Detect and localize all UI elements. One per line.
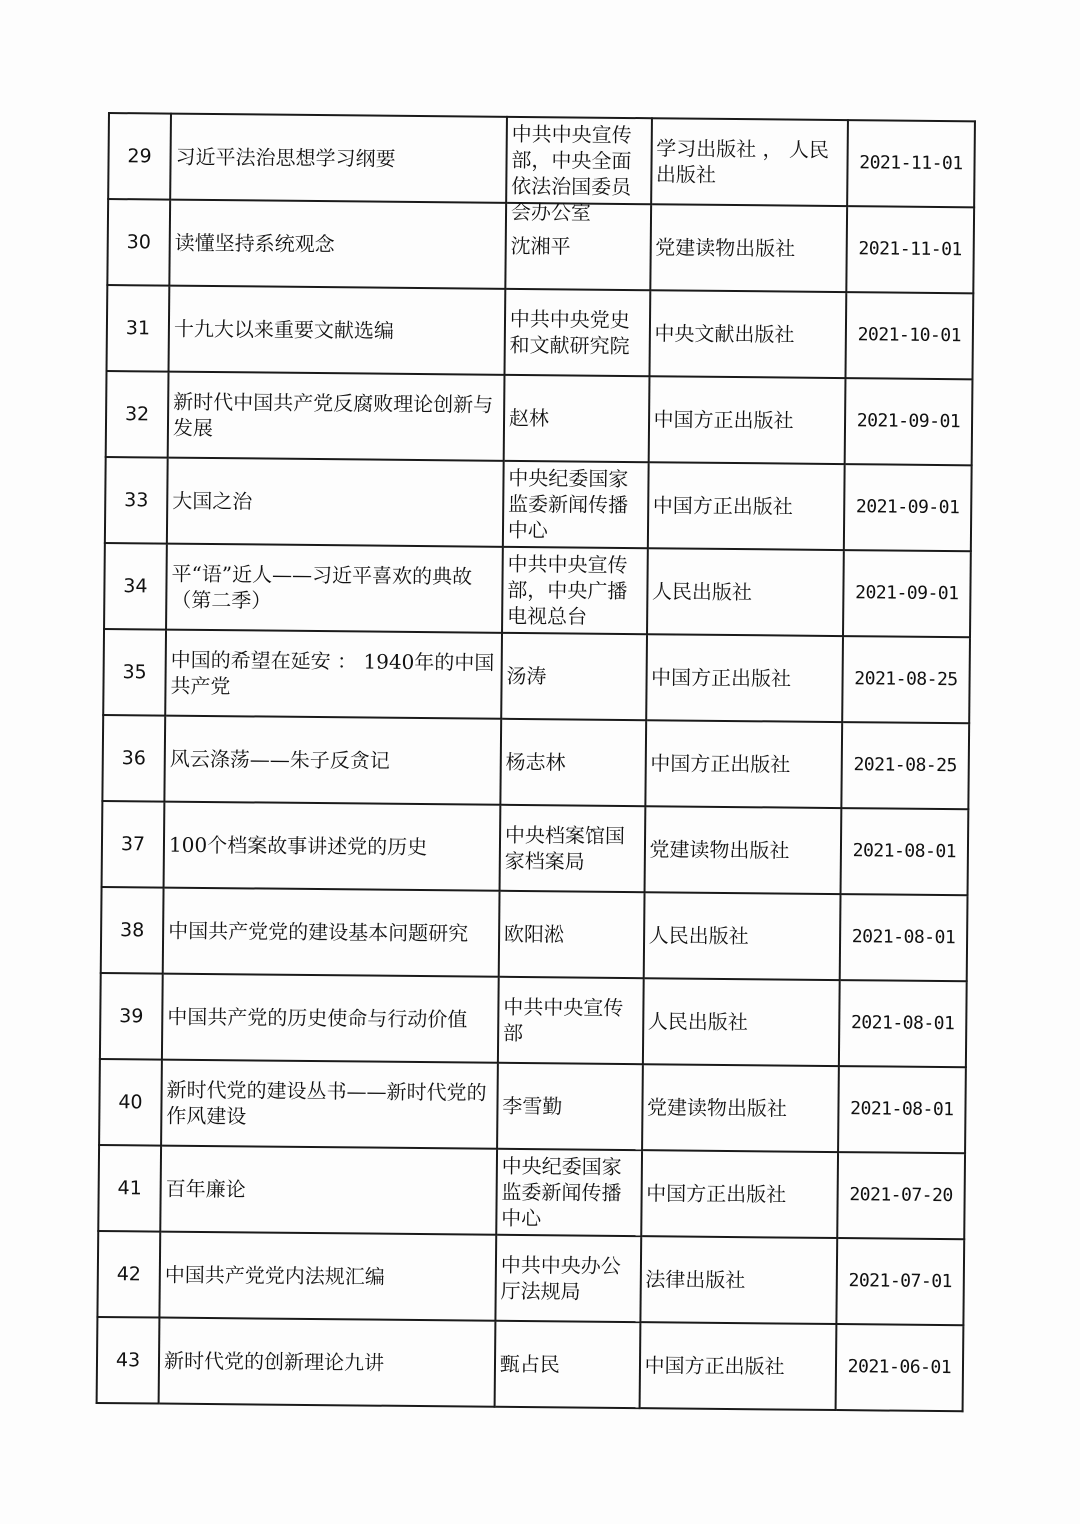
book-title: 100个档案故事讲述党的历史 <box>164 802 501 891</box>
publish-date: 2021-10-01 <box>845 292 973 379</box>
book-title: 习近平法治思想学习纲要 <box>170 114 507 203</box>
publish-date: 2021-08-01 <box>840 894 968 981</box>
book-publisher: 中央文献出版社 <box>649 290 846 378</box>
table-row <box>99 1059 966 1153</box>
table-row <box>102 715 969 809</box>
publish-date: 2021-09-01 <box>843 550 971 637</box>
book-publisher: 中国方正出版社 <box>647 462 844 550</box>
book-title: 平“语”近人——习近平喜欢的典故（第二季） <box>166 544 503 633</box>
publish-date: 2021-08-25 <box>842 636 970 723</box>
book-author: 李雪勤 <box>497 1063 642 1150</box>
table-row <box>103 629 970 723</box>
book-author: 中央档案馆国家档案局 <box>499 805 644 892</box>
book-title: 中国共产党的历史使命与行动价值 <box>162 974 499 1063</box>
row-number: 31 <box>107 285 170 372</box>
book-publisher: 学习出版社 ， 人民出版社 <box>651 118 848 206</box>
book-publisher: 人民出版社 <box>643 892 840 980</box>
book-publisher: 中国方正出版社 <box>641 1150 838 1238</box>
book-author: 中央纪委国家监委新闻传播中心 <box>496 1149 641 1236</box>
book-list-table <box>96 112 976 1412</box>
table-row <box>106 371 973 465</box>
table-row <box>107 285 974 379</box>
book-author: 赵林 <box>504 375 649 462</box>
book-publisher: 人民出版社 <box>647 548 844 636</box>
publish-date: 2021-08-25 <box>841 722 969 809</box>
row-number: 43 <box>97 1317 160 1404</box>
book-author: 中央纪委国家监委新闻传播中心 <box>503 461 648 548</box>
table-row <box>100 973 967 1067</box>
book-author: 杨志林 <box>500 719 645 806</box>
book-author: 中共中央宣传部，中央广播电视总台 <box>502 547 647 634</box>
row-number: 30 <box>107 199 170 286</box>
book-publisher: 党建读物出版社 <box>650 204 847 292</box>
book-author: 中共中央党史和文献研究院 <box>504 289 649 376</box>
table-row <box>102 801 969 895</box>
book-publisher: 党建读物出版社 <box>642 1064 839 1152</box>
book-publisher: 中国方正出版社 <box>646 634 843 722</box>
publish-date: 2021-09-01 <box>845 378 973 465</box>
row-number: 41 <box>98 1145 161 1232</box>
book-title: 风云涤荡——朱子反贪记 <box>164 716 501 805</box>
book-title: 大国之治 <box>167 458 504 547</box>
table-row <box>97 1317 964 1411</box>
book-author: 中共中央宣传部，中央全面依法治国委员会办公室 <box>506 117 651 204</box>
book-title: 中国共产党党内法规汇编 <box>159 1232 496 1321</box>
book-title: 新时代党的创新理论九讲 <box>159 1318 496 1407</box>
publish-date: 2021-11-01 <box>846 206 974 293</box>
publish-date: 2021-08-01 <box>840 808 968 895</box>
row-number: 38 <box>101 887 164 974</box>
table-row <box>108 113 975 207</box>
table-row <box>98 1145 965 1239</box>
row-number: 34 <box>104 543 167 630</box>
book-author: 欧阳淞 <box>499 891 644 978</box>
book-title: 百年廉论 <box>160 1146 497 1235</box>
row-number: 29 <box>108 113 171 200</box>
book-author: 汤涛 <box>501 633 646 720</box>
book-author: 甄占民 <box>494 1321 639 1408</box>
book-title: 读懂坚持系统观念 <box>169 200 506 289</box>
book-title: 新时代中国共产党反腐败理论创新与发展 <box>168 372 505 461</box>
book-title: 新时代党的建设丛书——新时代党的作风建设 <box>161 1060 498 1149</box>
book-author: 中共中央办公厅法规局 <box>495 1235 640 1322</box>
row-number: 36 <box>102 715 165 802</box>
row-number: 42 <box>97 1231 160 1318</box>
publish-date: 2021-06-01 <box>835 1324 963 1411</box>
book-author: 中共中央宣传部 <box>498 977 643 1064</box>
book-title: 十九大以来重要文献选编 <box>169 286 506 375</box>
book-publisher: 党建读物出版社 <box>644 806 841 894</box>
table-row <box>104 543 971 637</box>
publish-date: 2021-09-01 <box>844 464 972 551</box>
book-publisher: 人民出版社 <box>642 978 839 1066</box>
book-title: 中国的希望在延安 ： 1940年的中国共产党 <box>165 630 502 719</box>
book-publisher: 中国方正出版社 <box>645 720 842 808</box>
row-number: 37 <box>102 801 165 888</box>
row-number: 33 <box>105 457 168 544</box>
row-number: 39 <box>100 973 163 1060</box>
book-title: 中国共产党党的建设基本问题研究 <box>163 888 500 977</box>
table-row <box>97 1231 964 1325</box>
row-number: 32 <box>106 371 169 458</box>
publish-date: 2021-07-20 <box>837 1152 965 1239</box>
table-row <box>105 457 972 551</box>
book-author: 沈湘平 <box>505 203 650 290</box>
row-number: 40 <box>99 1059 162 1146</box>
publish-date: 2021-08-01 <box>839 980 967 1067</box>
book-publisher: 法律出版社 <box>640 1236 837 1324</box>
row-number: 35 <box>103 629 166 716</box>
publish-date: 2021-07-01 <box>836 1238 964 1325</box>
table-row <box>101 887 968 981</box>
publish-date: 2021-11-01 <box>847 120 975 207</box>
publish-date: 2021-08-01 <box>838 1066 966 1153</box>
book-publisher: 中国方正出版社 <box>639 1322 836 1410</box>
book-publisher: 中国方正出版社 <box>648 376 845 464</box>
